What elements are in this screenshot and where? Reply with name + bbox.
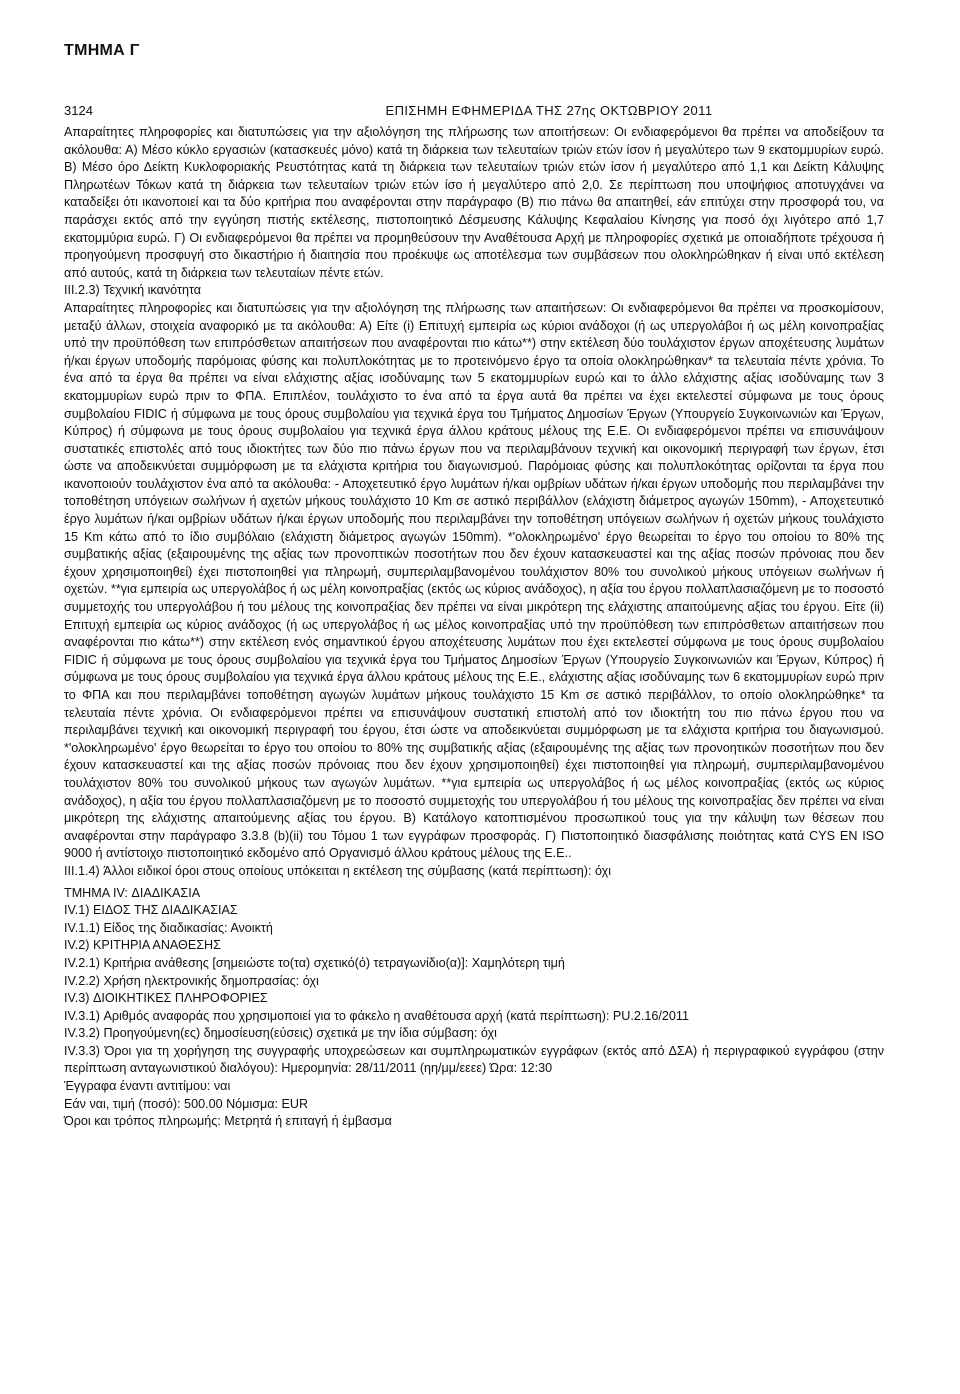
line-procedure-type: IV.1.1) Είδος της διαδικασίας: Ανοικτή	[64, 920, 273, 935]
section-iv3-heading: IV.3) ΔΙΟΙΚΗΤΙΚΕΣ ΠΛΗΡΟΦΟΡΙΕΣ	[64, 991, 268, 1006]
line-payable-documents: Έγγραφα έναντι αντιτίμου: ναι	[64, 1079, 231, 1094]
line-electronic-auction: IV.2.2) Χρήση ηλεκτρονικής δημοπρασίας: όχι	[64, 973, 319, 988]
paragraph-special-conditions: III.1.4) Άλλοι ειδικοί όροι στους οποίους υπόκειται η εκτέλεση της σύμβασης (κατά περίπτωση): όχι	[64, 863, 612, 878]
section-label: ΤΜΗΜΑ Γ	[64, 42, 140, 59]
document-body	[64, 124, 884, 1131]
line-previous-publication: IV.3.2) Προηγούμενη(ες) δημοσίευση(εύσεις) σχετικά με την ίδια σύμβαση: όχι	[64, 1026, 497, 1041]
line-payment-terms: Όροι και τρόπος πληρωμής: Μετρητά ή επιταγή ή έμβασμα	[64, 1114, 392, 1129]
paragraph-financial-capacity: Απαραίτητες πληροφορίες και διατυπώσεις για την αξιολόγηση της πλήρωσης των αποιτήσεων: Οι ενδιαφερόμενοι θα πρέπει να αποδείξουν τα ακόλουθα: Α) Μέσο κύκλο εργασιών (κατασκευές μόνο) κατά τη διάρκεια των τελευταίων τριών ετών ίσον ή μεγαλύτερο των 9 εκατομμυρίων ευρώ. Β) Μέσο όρο Δείκτη Κυκλοφοριακής Ρευστότητας κατά τη διάρκεια των τελευταίων τριών ετών ίσον ή μεγαλύτερο από 1,1 και Δείκτη Κάλυψης Πληρωτέων Τόκων κατά τη διάρκεια των τελευταίων τριών ετών ίσο ή μεγαλύτερο από 2,0. Σε περίπτωση που υποψήφιος αποτυγχάνει να καταδείξει ότι ικανοποιεί και τα δύο κριτήρια που αναφέρονται στην παράγραφο (Β) πιο πάνω θα απαιτηθεί, εάν επιτύχει στην προσφορά του, να παράσχει εκτός από την εγγύηση πιστής εκτέλεσης, πιστοποιητικό Δέσμευσης Κάλυψης Κεφαλαίου Κίνησης για ποσό όχι λιγότερο από 1,7 εκατομμύρια ευρώ. Γ) Οι ενδιαφερόμενοι θα πρέπει να προμηθεύσουν την Αναθέτουσα Αρχή με πληροφορίες σχετικά με οποιαδήποτε τρέχουσα ή προηγούμενη προσφυγή στο δικαστήριο ή διαιτησία που προέκυψε ως αποτέλεσμα των συμβάσεων που ολοκληρώθηκαν ή είναι υπό εκτέλεση από αυτούς, κατά τη διάρκεια των τελευταίων πέντε ετών.	[64, 125, 884, 280]
section-iv-heading: ΤΜΗΜΑ IV: ΔΙΑΔΙΚΑΣΙΑ	[64, 885, 201, 900]
document-page	[64, 0, 884, 1394]
heading-technical-capacity: III.2.3) Τεχνική ικανότητα	[64, 283, 202, 298]
section-iv2-heading: IV.2) ΚΡΙΤΗΡΙΑ ΑΝΑΘΕΣΗΣ	[64, 938, 221, 953]
line-reference-number: IV.3.1) Αριθμός αναφοράς που χρησιμοποιεί για το φάκελο η αναθέτουσα αρχή (κατά περίπτωση): PU.2.16/2011	[64, 1008, 689, 1023]
running-header: ΕΠΙΣΗΜΗ ΕΦΗΜΕΡΙΔΑ ΤΗΣ 27ης ΟΚΤΩΒΡΙΟΥ 2011	[385, 103, 713, 118]
paragraph-document-conditions: IV.3.3) Όροι για τη χορήγηση της συγγραφής υποχρεώσεων και συμπληρωματικών εγγράφων (εκτός από ΔΣΑ) ή περιγραφικού εγγράφου (στην περίπτωση ανταγωνιστικού διαλόγου): Ημερομηνία: 28/11/2011 (ηη/μμ/εεεε) Ώρα: 12:30	[64, 1043, 884, 1076]
page-number: 3124	[64, 103, 93, 118]
line-award-criteria: IV.2.1) Κριτήρια ανάθεσης [σημειώστε το(τα) σχετικό(ό) τετραγωνίδιο(α)]: Χαμηλότερη τιμή	[64, 955, 565, 970]
paragraph-technical-capacity: Απαραίτητες πληροφορίες και διατυπώσεις για την αξιολόγηση της πλήρωσης των απαιτήσεων: Οι ενδιαφερόμενοι θα πρέπει να προσκομίσουν, μεταξύ άλλων, στοιχεία αναφορικό με τα ακόλουθα: Α) Είτε (i) Επιτυχή εμπειρία ως κύριοι ανάδοχοι (ή ως υπεργολάβοι ή ως μέλη κοινοπραξίας υπό την προϋπόθεση των επιπρόσθετων απαιτήσεων που αναφέρονται πιο κάτω**) στην εκτέλεση δύο τουλάχιστον έργων αποχέτευσης λυμάτων ή/και έργων υποδομής παρόμοιας φύσης και πολυπλοκότητας με το προτεινόμενο έργο τα οποία ολοκληρώθηκαν* τα τελευταία πέντε χρόνια. Το ένα από τα έργα θα πρέπει να είναι ελάχιστης αξίας ισοδύναμης των 5 εκατομμυρίων ευρώ και το άλλο ελάχιστης αξίας ισοδύναμης των 3 εκατομμυρίων ευρώ πριν το ΦΠΑ. Επιπλέον, τουλάχιστο το ένα από τα έργα αυτά θα πρέπει να έχει εκτελεστεί σύμφωνα με τους όρους συμβολαίου FIDIC ή σύμφωνα με τους όρους συμβολαίου για τεχνικά έργα του Τμήματος Δημοσίων Έργων (Υπουργείο Συγκοινωνιών και Έργων, Κύπρος) ή σύμφωνα με τους όρους συμβολαίου για τεχνικά έργα άλλου κράτους μέλους της Ε.Ε. Οι ενδιαφερόμενοι πρέπει να επισυνάψουν συστατικές επιστολές από τους ιδιοκτήτες των δύο πιο πάνω έργων που να περιλαμβάνουν τεχνική και οικονομική περιγραφή των έργων, έτσι ώστε να αποδεικνύεται συμμόρφωση με τα ελάχιστα κριτήρια του διαγωνισμού. Παρόμοιας φύσης και πολυπλοκότητας ορίζονται τα έργα που ικανοποιούν τουλάχιστον ένα από τα ακόλουθα: - Αποχετευτικό έργο λυμάτων ή/και ομβρίων υδάτων ή/και έργων υποδομής που περιλαμβάνει την τοποθέτηση υπόγειων σωλήνων ή αχετών μήκους τουλάχιστο 10 Km σε αστικό περιβάλλον (ελάχιστη διάμετρος αγωγών 150mm), - Αποχετευτικό έργο λυμάτων ή/και ομβρίων υδάτων ή/και έργων υποδομής που περιλαμβάνει την τοποθέτηση υπόγειων σωλήνων ή οχετών μήκους τουλάχιστο 15 Km κάτω από το ίδιο συμβόλαιο (ελάχιστη διάμετρος αγωγών 150mm). *'ολοκληρωμένο' έργο θεωρείται το έργο του οποίου το 80% της συμβατικής αξίας (εξαιρουμένης της αξίας των προνοπτικών ποσοτήτων που δεν έχουν κατασκευαστεί και της αξίας ποσών πρόνοιας που δεν έχουν χρησιμοποιηθεί) έχει πιστοποιηθεί για πληρωμή, συμπεριλαμβανομένου τουλάχιστον 80% του συνολικού μήκους υπόγειων σωλήνων ή οχετών. **για εμπειρία ως υπεργολάβος ή ως μέλη κοινοπραξίας (εκτός ως κύριος ανάδοχος), η αξία του έργου πολλαπλασιαζόμενη με το ποσοστό συμμετοχής του υπεργολάβου ή του μέλους της κοινοπραξίας δεν πρέπει να είναι μικρότερη της ελάχιστης απαιτούμενης αξίας του έργου. Είτε (ii) Επιτυχή εμπειρία ως κύριος ανάδοχος (ή ως υπεργολάβος ή ως μέλος κοινοπραξίας υπό την προϋπόθεση των επιπρόσθετων απαιτήσεων που αναφέρονται πιο κάτω**) στην εκτέλεση ενός σημαντικού έργου αποχέτευσης λυμάτων που έχει εκτελεστεί σύμφωνα με τους όρους συμβολαίου FIDIC ή σύμφωνα με τους όρους συμβολαίου για τεχνικά έργα του Τμήματος Δημοσίων Έργων (Υπουργείο Συγκοινωνιών και Έργων, Κύπρος) ή σύμφωνα με τους όρους συμβολαίου για τεχνικά έργα άλλου κράτους μέλους της Ε.Ε., ελάχιστης αξίας ισοδύναμης των 6 εκατομμυρίων ευρώ πριν το ΦΠΑ και που περιλαμβάνει τοποθέτηση αγωγών λυμάτων μήκους τουλάχιστο 15 Km σε αστικό περιβάλλον, το οποίο ολοκληρώθηκε* τα τελευταία πέντε χρόνια. Οι ενδιαφερόμενοι πρέπει να επισυνάψουν συστατική επιστολή από τον ιδιοκτήτη του πιο πάνω έργου που να περιλαμβάνει τεχνική και οικονομική περιγραφή του έργου, έτσι ώστε να αποδεικνύεται συμμόρφωση με τα ελάχιστα κριτήρια του διαγωνισμού. *'ολοκληρωμένο' έργο θεωρείται το έργο του οποίου το 80% της συμβατικής αξίας (εξαιρουμένης της αξίας των προνοητικών ποσοτήτων που δεν έχουν κατασκευαστεί και της αξίας ποσών πρόνοιας που δεν έχουν χρησιμοποιηθεί) έχει πιστοποιηθεί για πληρωμή, συμπεριλαμβανομένου τουλάχιστον 80% του συνολικού μήκους των αγωγών λυμάτων. **για εμπειρία ως υπεργολάβος ή ως μέλος κοινοπραξίας (εκτός ως κύριος ανάδοχος), η αξία του έργου πολλαπλασιαζόμενη με το ποσοστό συμμετοχής του υπεργολάβου ή του μέλους της κοινοπραξίας δεν πρέπει να είναι μικρότερη της ελάχιστης απαιτούμενης αξίας του έργου. Β) Κατάλογο κατοπτισμένου προσωπικού τους για την κάλυψη των θέσεων που αναφέρονται στην παράγραφο 3.3.8 (b)(ii) του Τόμου 1 των εγγράφων προσφοράς. Γ) Πιστοποιητικό διασφάλισης ποιότητας κατά CYS EN ISO 9000 ή αντίστοιχο πιστοποιητικό εκδομένο από Οργανισμό άλλου κράτους μέλους της Ε.Ε..	[64, 300, 884, 861]
line-price: Εάν ναι, τιμή (ποσό): 500.00 Νόμισμα: EUR	[64, 1096, 309, 1111]
section-iv1-heading: IV.1) ΕΙΔΟΣ ΤΗΣ ΔΙΑΔΙΚΑΣΙΑΣ	[64, 903, 238, 918]
